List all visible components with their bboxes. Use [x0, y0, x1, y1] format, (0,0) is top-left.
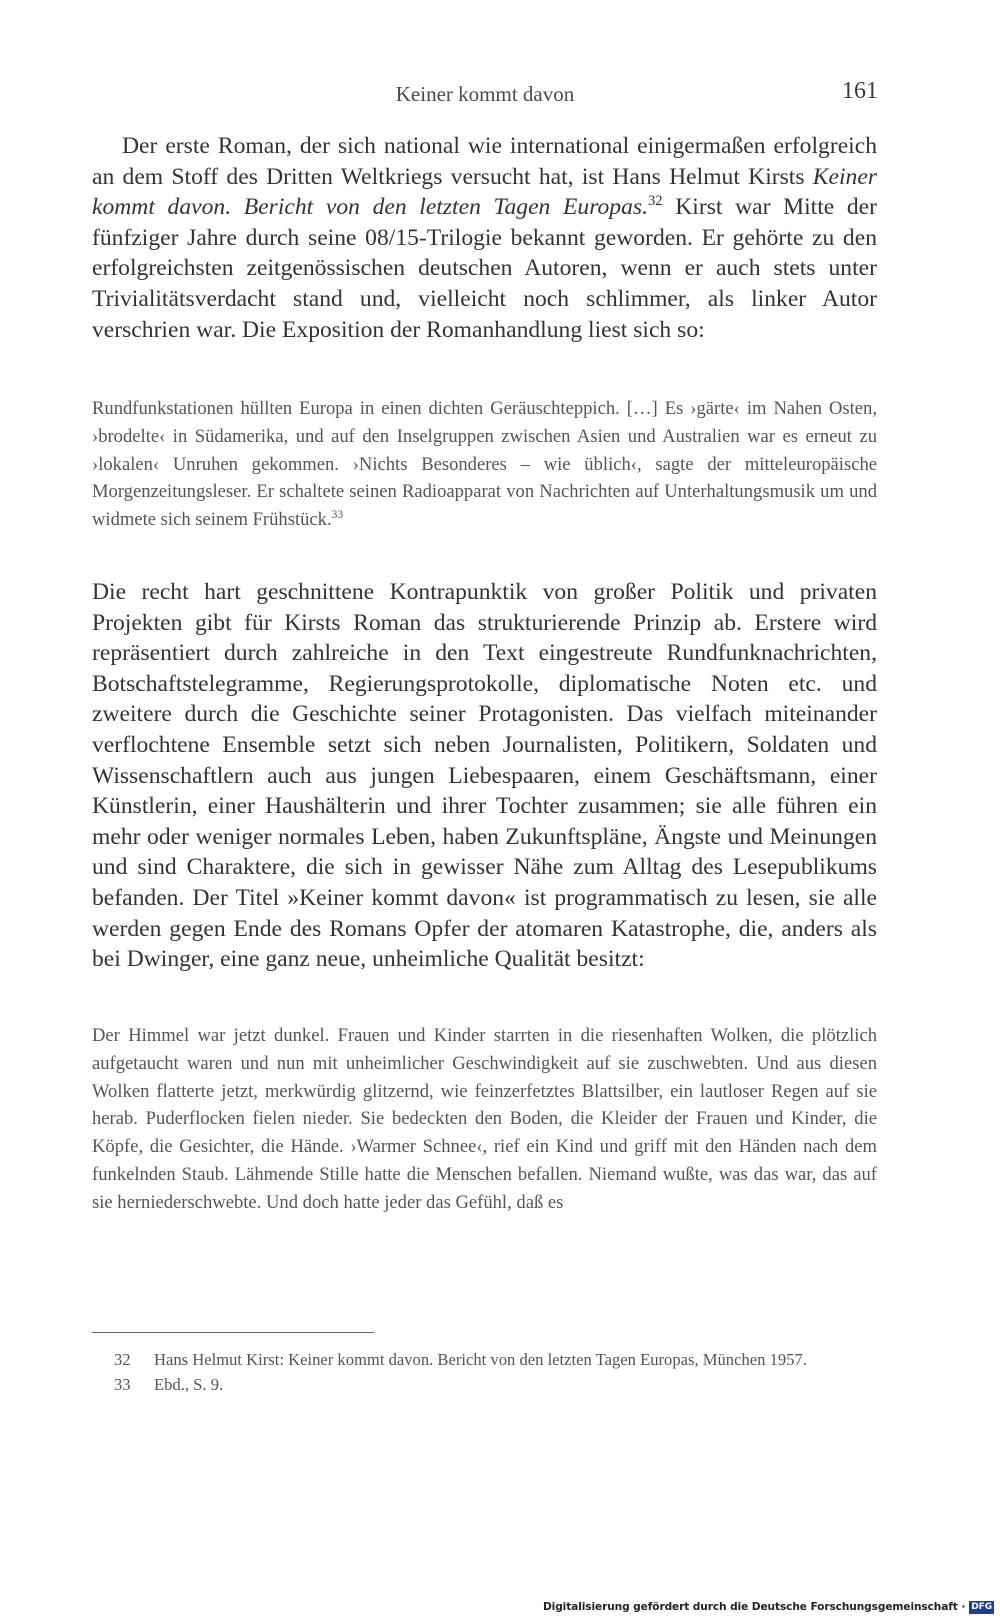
page-number: 161: [842, 78, 878, 104]
footnote-ref-33[interactable]: 33: [331, 509, 344, 521]
paragraph-1: [92, 131, 877, 345]
footnote-number: 33: [114, 1374, 131, 1394]
footnote-33: [92, 1373, 877, 1398]
credit-text: Digitalisierung gefördert durch die Deutsche Forschungsgemeinschaft ·: [542, 1601, 966, 1613]
dfg-logo-icon: DFG: [971, 1601, 992, 1612]
footnote-text: Hans Helmut Kirst: Keiner kommt davon. Bericht von den letzten Tagen Europas, München 1957.: [154, 1350, 807, 1369]
digitization-credit: [543, 1598, 994, 1616]
paragraph-2: Die recht hart geschnittene Kontrapunktik von großer Politik und privaten Projekten gibt für Kirsts Roman das strukturierende Prinzip ab. Erstere wird repräsentiert durch zahlreiche in den Text eingestreute Rundfunknachrichten, Botschaftstelegramme, Regierungsprotokolle, diplomatische Noten etc. und zweitere durch die Geschichte seiner Protagonisten. Das vielfach miteinander verflochtene Ensemble setzt sich neben Journalisten, Politikern, Soldaten und Wissenschaftlern auch aus jungen Liebespaaren, einem Geschäftsmann, einer Künstlerin, einer Haushälterin und ihrer Tochter zusammen; sie alle führen ein mehr oder weniger normales Leben, haben Zukunftspläne, Ängste und Meinungen und sind Charaktere, die sich in gewisser Nähe zum Alltag des Lesepublikums befanden. Der Titel »Keiner kommt davon« ist programmatisch zu lesen, sie alle werden gegen Ende des Romans Opfer der atomaren Katastrophe, die, anders als bei Dwinger, eine ganz neue, unheimliche Qualität besitzt:: [92, 579, 877, 973]
footnote-number: 32: [114, 1350, 131, 1369]
footnote-32: [92, 1348, 877, 1373]
footnote-ref-32[interactable]: 32: [647, 193, 663, 210]
footnote-separator: [92, 1332, 374, 1333]
book-title-italic: Keiner kommt davon. Bericht von den letzten Tagen Europas.: [92, 163, 877, 221]
block-quote-1: [92, 395, 877, 534]
footnotes: [92, 1348, 877, 1397]
block-quote-1-text: Rundfunkstationen hüllten Europa in einen dichten Geräuschteppich. […] Es ›gärte‹ im Nahen Osten, ›brodelte‹ in Südamerika, und auf den Inselgruppen zwischen Asien und Australien war es erneut zu ›lokalen‹ Unruhen gekommen. ›Nichts Besonderes – wie üblich‹, sagte der mitteleuropäische Morgenzeitungsleser. Er schaltete seinen Radioapparat von Nachrichten auf Unterhaltungsmusik um und widmete sich seinem Frühstück.: [92, 398, 877, 531]
paragraph-1-text: Der erste Roman, der sich national wie international einigermaßen erfolgreich an dem Stoff des Dritten Weltkriegs versucht hat, ist Hans Helmut Kirsts: [92, 133, 877, 190]
running-head: [92, 78, 878, 110]
running-title: Keiner kommt davon: [395, 82, 575, 106]
block-quote-2: Der Himmel war jetzt dunkel. Frauen und Kinder starrten in die riesenhaften Wolken, die plötzlich aufgetaucht waren und nun mit unheimlicher Geschwindigkeit auf sie zuschwebten. Und aus diesen Wolken flatterte jetzt, merkwürdig glitzernd, wie feinzerfetztes Blattsilber, ein lautloser Regen auf sie herab. Puderflocken fielen nieder. Sie bedeckten den Boden, die Kleider der Frauen und Kinder, die Köpfe, die Gesichter, die Hände. ›Warmer Schnee‹, rief ein Kind und griff mit den Händen nach dem funkelnden Staub. Lähmende Stille hatte die Menschen befallen. Niemand wußte, was das war, das auf sie herniederschwebte. Und doch hatte jeder das Gefühl, daß es: [92, 1025, 877, 1213]
footnote-text: Ebd., S. 9.: [154, 1374, 224, 1394]
paragraph-1-continuation: Kirst war Mitte der fünfziger Jahre durch seine 08/15-Trilogie bekannt geworden. Er gehörte zu den erfolgreichsten zeitgenössischen deutschen Autoren, wenn er auch stets unter Trivialitätsverdacht stand und, vielleicht noch schlimmer, als linker Autor verschrien war. Die Exposition der Romanhandlung liest sich so:: [92, 194, 878, 343]
